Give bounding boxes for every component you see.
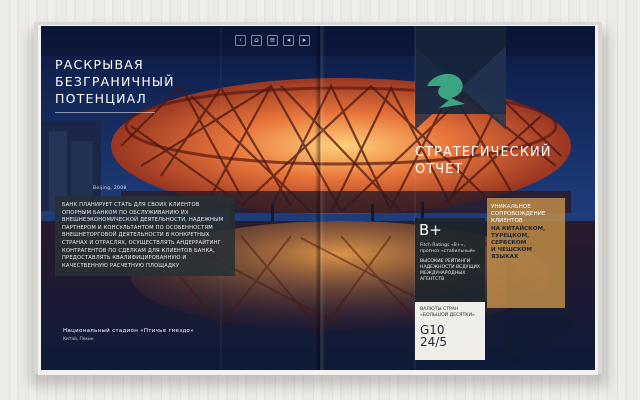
- languages-line: ТУРЕЦКОМ,: [491, 232, 530, 239]
- rating-grade: B+: [419, 221, 442, 239]
- title-line: СТРАТЕГИЧЕСКИЙ: [415, 145, 552, 160]
- photo-caption: Beijing, 2008: [93, 186, 127, 191]
- book-spine: [315, 26, 325, 370]
- right-page-title: [415, 144, 551, 178]
- languages-line: УНИКАЛЬНОЕ: [491, 204, 531, 210]
- prev-icon[interactable]: ◂: [283, 35, 294, 46]
- book-spread: [41, 26, 595, 370]
- languages-line: КЛИЕНТОВ: [491, 218, 523, 225]
- rating-source: Fitch Ratings «B+», прогноз «стабильный»: [420, 243, 476, 254]
- page-toolbar: [235, 35, 310, 46]
- left-page-title: [55, 56, 175, 107]
- back-icon[interactable]: ‹: [235, 35, 246, 46]
- title-line: БЕЗГРАНИЧНЫЙ: [55, 74, 175, 89]
- currency-value: [420, 324, 447, 348]
- languages-line: ЯЗЫКАХ: [491, 254, 519, 261]
- languages-line: И ЧЕШСКОМ: [491, 247, 532, 254]
- home-icon[interactable]: ⌂: [251, 35, 262, 46]
- languages-line: СЕРБСКОМ: [491, 240, 527, 247]
- menu-icon[interactable]: ≡: [267, 35, 278, 46]
- stadium-location: Китай, Пекин: [63, 337, 94, 342]
- intro-text-panel: БАНК ПЛАНИРУЕТ СТАТЬ ДЛЯ СВОИХ КЛИЕНТОВ ОПОРНЫМ БАНКОМ ПО ОБСЛУЖИВАНИЮ ИХ ВНЕШНЕЭКОНОМИЧЕСКОЙ ДЕЯТЕЛЬНОСТИ, НАДЕЖНЫМ ПАРТНЕРОМ И КОНСУЛЬТАНТОМ ПО ОСОБЕННОСТЯМ ВНЕШНЕТОРГОВОЙ ДЕЯТЕЛЬНОСТИ В КОНКРЕТНЫХ СТРАНАХ И ОТРАСЛЯХ, ОСУЩЕСТВЛЯТЬ АНДЕРРАЙТИНГ КОНТРАГЕНТОВ ПО СДЕЛКАМ ДЛЯ КЛИЕНТОВ БАНКА, ПРЕДОСТАВЛЯТЬ КВАЛИФИЦИРОВАННУЮ И КАЧЕСТВЕННУЮ РАСЧЕТНУЮ ПЛОЩАДКУ: [55, 196, 235, 276]
- currency-value-line: G10: [420, 323, 445, 337]
- title-line: ПОТЕНЦИАЛ: [55, 91, 147, 106]
- rating-description: ВЫСОКИЕ РЕЙТИНГИ НАДЕЖНОСТИ ВЕДУЩИХ МЕЖДУНАРОДНЫХ АГЕНТСТВ: [420, 259, 481, 282]
- languages-line: НА КИТАЙСКОМ,: [491, 225, 546, 232]
- next-icon[interactable]: ▸: [299, 35, 310, 46]
- title-line: РАСКРЫВАЯ: [55, 57, 144, 72]
- currency-panel: [415, 302, 485, 360]
- stadium-name: Национальный стадион «Птичье гнездо»: [63, 328, 194, 334]
- currency-value-line: 24/5: [420, 335, 447, 349]
- currency-label: ВАЛЮТЫ СТРАН «БОЛЬШОЙ ДЕСЯТКИ»: [420, 307, 475, 318]
- languages-line: СОПРОВОЖДЕНИЕ: [491, 211, 546, 218]
- languages-text: [491, 204, 563, 262]
- languages-panel: [487, 198, 565, 308]
- title-line: ОТЧЕТ: [415, 162, 464, 177]
- divider: [55, 112, 155, 113]
